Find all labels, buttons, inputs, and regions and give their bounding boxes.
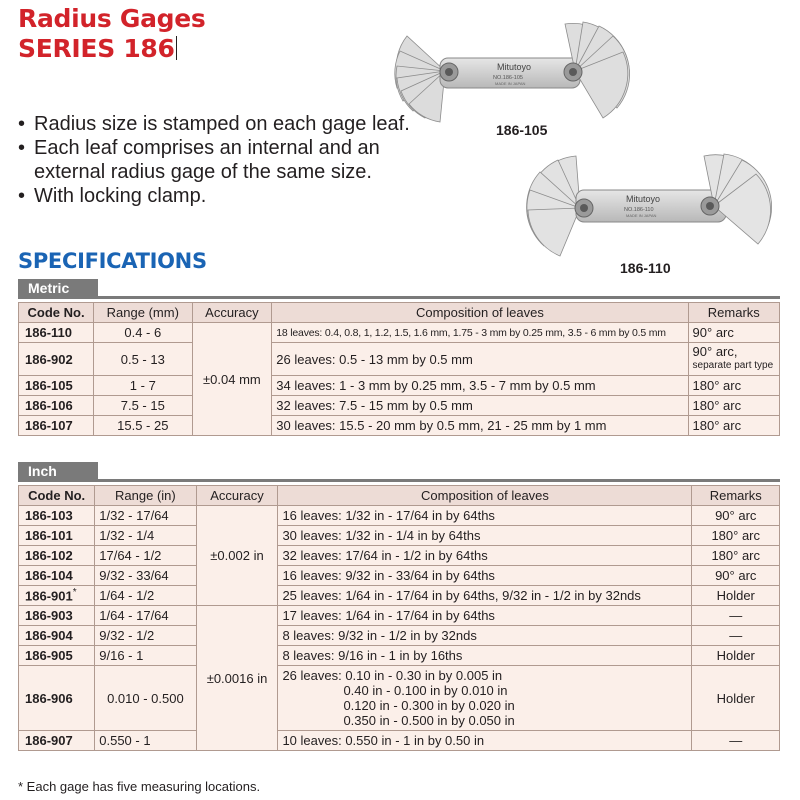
table-row: 186-902 0.5 - 13 26 leaves: 0.5 - 13 mm by 0.5 mm 90° arc, separate part type bbox=[19, 343, 780, 376]
brand-engraving: Mitutoyo bbox=[626, 194, 661, 204]
gage-photo-186-110 bbox=[518, 150, 780, 262]
table-row: 186-904 9/32 - 1/2 8 leaves: 9/32 in - 1/2 in by 32nds — bbox=[19, 626, 780, 646]
photo-caption-186-110: 186-110 bbox=[620, 260, 671, 276]
brand-engraving: Mitutoyo bbox=[497, 62, 532, 72]
table-header-row bbox=[19, 303, 780, 323]
origin-engraving: MADE IN JAPAN bbox=[626, 213, 657, 218]
gage-photo-186-105 bbox=[385, 16, 635, 126]
table-row: 186-106 7.5 - 15 32 leaves: 7.5 - 15 mm by 0.5 mm 180° arc bbox=[19, 396, 780, 416]
col-range: Range (mm) bbox=[94, 303, 192, 323]
table-row: 186-102 17/64 - 1/2 32 leaves: 17/64 in - 1/2 in by 64ths 180° arc bbox=[19, 546, 780, 566]
table-header-row bbox=[19, 486, 780, 506]
table-row: 186-907 0.550 - 1 10 leaves: 0.550 in - 1 in by 0.50 in — bbox=[19, 731, 780, 751]
table-row: 186-906 0.010 - 0.500 26 leaves: 0.10 in - 0.30 in by 0.005 in 0.40 in - 0.100 in by 0.010 in 0.120 in - 0.300 in by 0.020 in 0.350 in - 0.500 in by 0.050 in Holder bbox=[19, 666, 780, 731]
page-title bbox=[18, 4, 206, 64]
table-row: 186-101 1/32 - 1/4 30 leaves: 1/32 in - 1/4 in by 64ths 180° arc bbox=[19, 526, 780, 546]
col-accuracy: Accuracy bbox=[196, 486, 278, 506]
col-range: Range (in) bbox=[95, 486, 196, 506]
origin-engraving: MADE IN JAPAN bbox=[495, 81, 526, 86]
text-cursor bbox=[176, 36, 177, 60]
left-leaf-fan bbox=[395, 36, 445, 122]
col-code: Code No. bbox=[19, 303, 94, 323]
metric-tab-label: Metric bbox=[18, 279, 98, 297]
col-composition: Composition of leaves bbox=[278, 486, 692, 506]
footnote: * Each gage has five measuring locations. bbox=[18, 779, 261, 794]
photo-caption-186-105: 186-105 bbox=[496, 122, 548, 138]
col-remarks: Remarks bbox=[688, 303, 779, 323]
title-line-2: SERIES 186 bbox=[18, 34, 175, 63]
table-row: 186-104 9/32 - 33/64 16 leaves: 9/32 in - 33/64 in by 64ths 90° arc bbox=[19, 566, 780, 586]
col-accuracy: Accuracy bbox=[192, 303, 272, 323]
model-engraving: NO.186-110 bbox=[624, 207, 654, 213]
table-row: 186-903 1/64 - 17/64 ±0.0016 in 17 leaves: 1/64 in - 17/64 in by 64ths — bbox=[19, 606, 780, 626]
metric-accuracy-cell: ±0.04 mm bbox=[192, 323, 272, 436]
title-line-1: Radius Gages bbox=[18, 4, 206, 33]
inch-divider bbox=[18, 479, 780, 482]
col-remarks: Remarks bbox=[692, 486, 780, 506]
table-row: 186-107 15.5 - 25 30 leaves: 15.5 - 20 mm by 0.5 mm, 21 - 25 mm by 1 mm 180° arc bbox=[19, 416, 780, 436]
table-row: 186-905 9/16 - 1 8 leaves: 9/16 in - 1 in by 16ths Holder bbox=[19, 646, 780, 666]
left-leaf-fan bbox=[527, 156, 580, 256]
feature-list bbox=[18, 112, 410, 208]
col-code: Code No. bbox=[19, 486, 95, 506]
table-row: 186-103 1/32 - 17/64 ±0.002 in 16 leaves: 1/32 in - 17/64 in by 64ths 90° arc bbox=[19, 506, 780, 526]
inch-accuracy-cell-2: ±0.0016 in bbox=[196, 606, 278, 751]
feature-item: • Radius size is stamped on each gage leaf. bbox=[18, 112, 410, 136]
feature-item-continued: external radius gage of the same size. bbox=[34, 161, 372, 183]
col-composition: Composition of leaves bbox=[272, 303, 688, 323]
model-engraving: NO.186-105 bbox=[493, 75, 523, 81]
feature-item: • With locking clamp. bbox=[18, 184, 410, 208]
table-row: 186-105 1 - 7 34 leaves: 1 - 3 mm by 0.25 mm, 3.5 - 7 mm by 0.5 mm 180° arc bbox=[19, 376, 780, 396]
table-row: 186-901* 1/64 - 1/2 25 leaves: 1/64 in - 17/64 in by 64ths, 9/32 in - 1/2 in by 32nds Holder bbox=[19, 586, 780, 606]
inch-accuracy-cell-1: ±0.002 in bbox=[196, 506, 278, 606]
metric-spec-table bbox=[18, 302, 780, 436]
inch-tab-label: Inch bbox=[18, 462, 98, 480]
feature-item: • Each leaf comprises an internal and an bbox=[18, 136, 410, 160]
table-row: 186-110 0.4 - 6 ±0.04 mm 18 leaves: 0.4, 0.8, 1, 1.2, 1.5, 1.6 mm, 1.75 - 3 mm by 0.25 mm, 3.5 - 6 mm by 0.5 mm 90° arc bbox=[19, 323, 780, 343]
metric-divider bbox=[18, 296, 780, 299]
inch-spec-table bbox=[18, 485, 780, 751]
specifications-heading: SPECIFICATIONS bbox=[18, 249, 207, 273]
